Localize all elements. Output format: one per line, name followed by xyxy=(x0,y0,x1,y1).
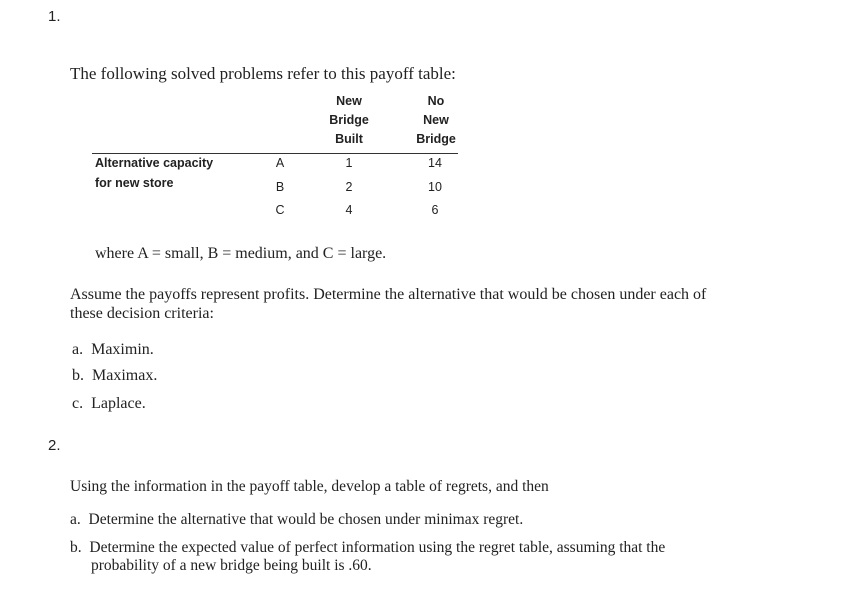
table-cell: 1 xyxy=(345,156,353,170)
table-cell: 4 xyxy=(345,203,353,217)
problem-2-item-b-line1: b. Determine the expected value of perfect information using the regret table, assuming that the xyxy=(70,539,666,556)
row-label-line1: Alternative capacity xyxy=(95,156,214,170)
column-header-new-bridge-built: New Bridge Built xyxy=(329,94,369,146)
column-header-no-new-bridge: No New Bridge xyxy=(416,94,456,146)
list-item-maximin: a. Maximin. xyxy=(72,341,154,358)
table-row-alt: A xyxy=(275,156,285,170)
problem-1-number: 1. xyxy=(48,8,61,25)
table-header-rule xyxy=(92,153,458,154)
table-row-alt: B xyxy=(275,180,285,194)
problem-2-item-a: a. Determine the alternative that would be chosen under minimax regret. xyxy=(70,511,524,528)
problem-1-intro: The following solved problems refer to this payoff table: xyxy=(70,64,456,83)
where-note: where A = small, B = medium, and C = large. xyxy=(95,245,387,262)
problem-2-intro: Using the information in the payoff table, develop a table of regrets, and then xyxy=(70,478,549,495)
question-line-2: these decision criteria: xyxy=(70,305,214,322)
problem-2-number: 2. xyxy=(48,437,61,454)
table-row-alt: C xyxy=(275,203,285,217)
table-cell: 2 xyxy=(345,180,353,194)
table-cell: 6 xyxy=(431,203,439,217)
list-item-laplace: c. Laplace. xyxy=(72,395,146,412)
list-item-maximax: b. Maximax. xyxy=(72,367,158,384)
question-line-1: Assume the payoffs represent profits. Determine the alternative that would be chosen under each of xyxy=(70,286,707,303)
table-cell: 14 xyxy=(428,156,442,170)
table-cell: 10 xyxy=(428,180,442,194)
row-label-line2: for new store xyxy=(95,176,174,190)
problem-2-item-b-line2: probability of a new bridge being built is .60. xyxy=(91,557,372,574)
